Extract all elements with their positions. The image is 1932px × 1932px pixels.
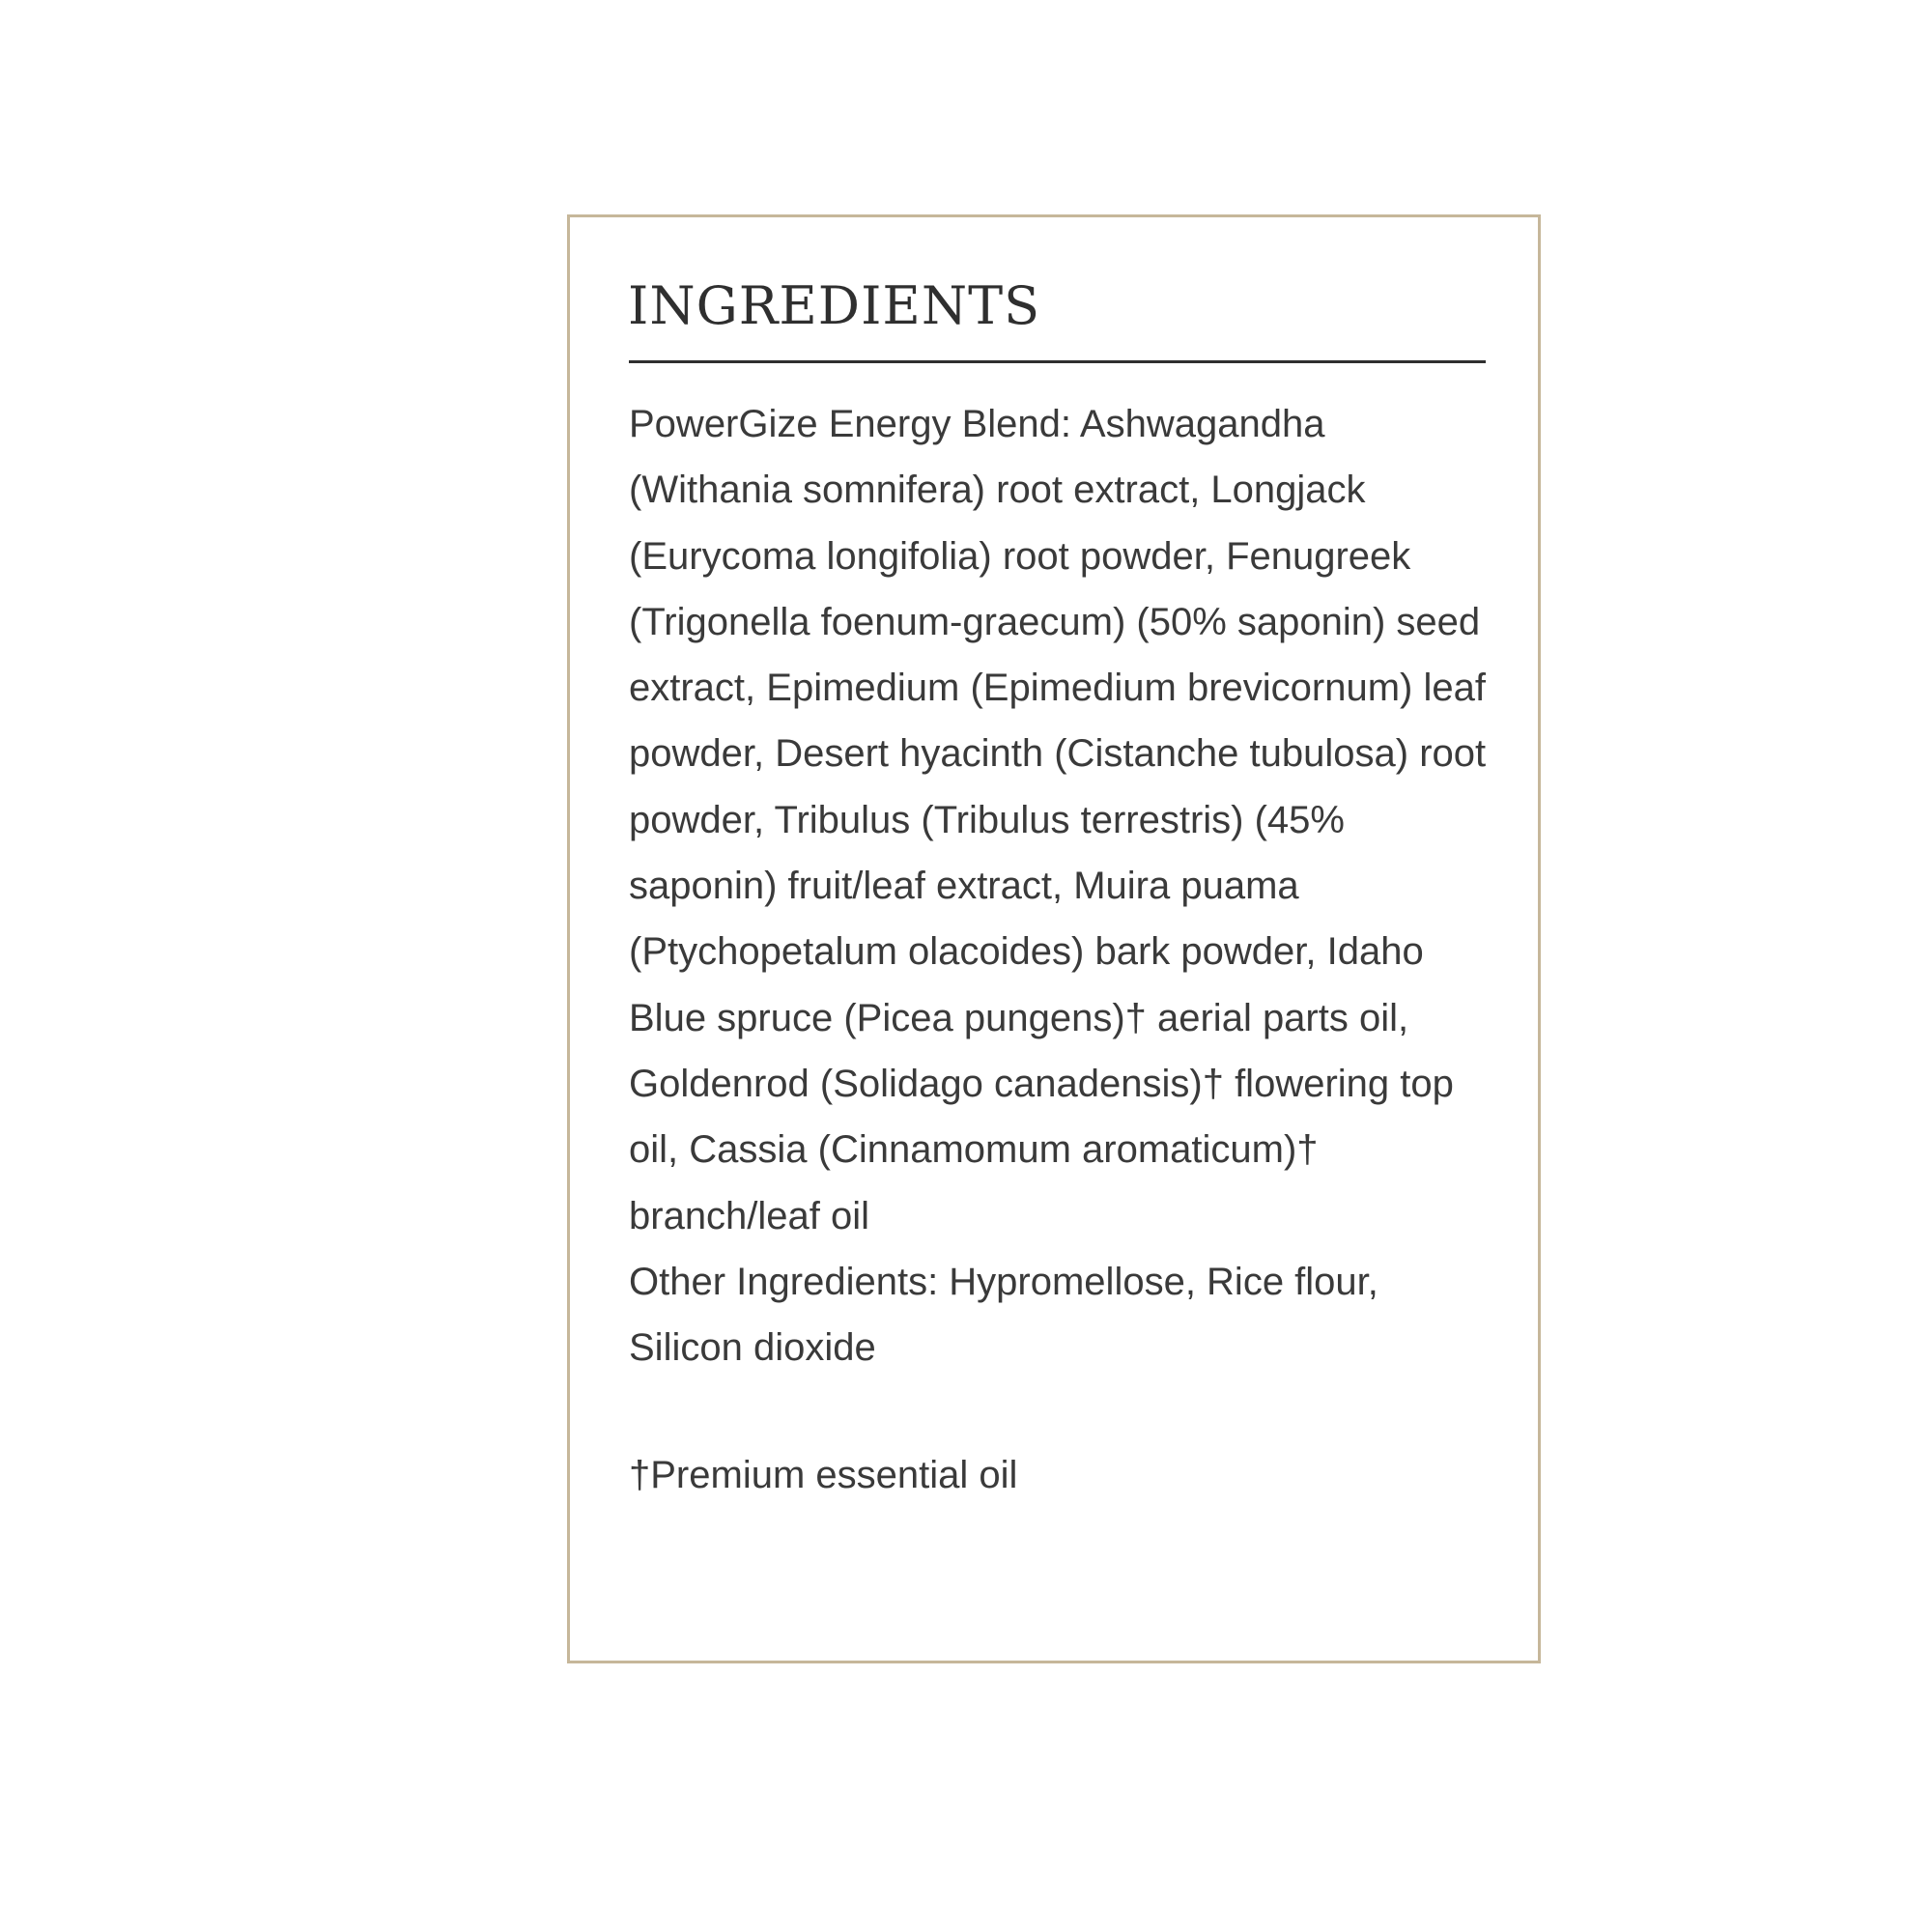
ingredients-heading: INGREDIENTS	[628, 275, 1041, 336]
other-ingredients: Other Ingredients: Hypromellose, Rice flour, Silicon dioxide	[629, 1260, 1378, 1370]
ingredients-list	[629, 391, 1498, 1380]
heading-divider	[629, 360, 1486, 363]
ingredients-card	[567, 214, 1541, 1663]
blend-ingredients: PowerGize Energy Blend: Ashwagandha (Withania somnifera) root extract, Longjack (Eurycoma longifolia) root powder, Fenugreek (Trigonella foenum-graecum) (50% saponin) seed extract, Epimedium (Epimedium brevicornum) leaf powder, Desert hyacinth (Cistanche tubulosa) root powder, Tribulus (Tribulus terrestris) (45% saponin) fruit/leaf extract, Muira puama (Ptychopetalum olacoides) bark powder, Idaho Blue spruce (Picea pungens)† aerial parts oil, Goldenrod (Solidago canadensis)† flowering top oil, Cassia (Cinnamomum aromaticum)† branch/leaf oil	[629, 403, 1487, 1237]
essential-oil-footnote: †Premium essential oil	[629, 1454, 1018, 1496]
